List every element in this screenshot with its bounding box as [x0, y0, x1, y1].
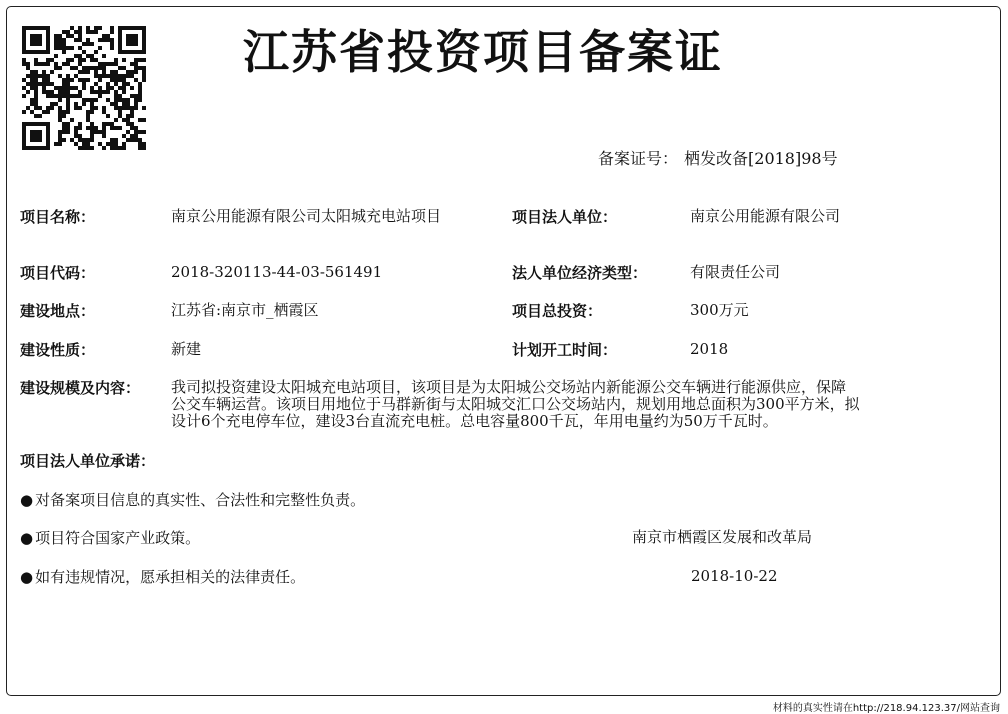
location-label: 建设地点：	[20, 302, 96, 320]
project-name-value: 南京公用能源有限公司太阳城充电站项目	[171, 207, 442, 225]
project-code-label: 项目代码：	[20, 264, 96, 282]
start-time-label: 计划开工时间：	[512, 341, 618, 359]
registration-number	[598, 146, 844, 169]
bullet-icon: ●	[20, 491, 34, 509]
location-value: 江苏省:南京市_栖霞区	[171, 301, 319, 319]
issue-date: 2018-10-22	[691, 567, 778, 585]
scale-label: 建设规模及内容：	[20, 379, 141, 397]
bullet-icon: ●	[20, 529, 34, 547]
total-investment-label: 项目总投资：	[512, 302, 603, 320]
economic-type-label: 法人单位经济类型：	[512, 264, 648, 282]
commitment-text: 如有违规情况，愿承担相关的法律责任。	[35, 568, 306, 586]
legal-entity-value: 南京公用能源有限公司	[690, 207, 841, 225]
legal-entity-label: 项目法人单位：	[512, 208, 618, 226]
issuer-name: 南京市栖霞区发展和改革局	[632, 528, 813, 546]
economic-type-value: 有限责任公司	[690, 263, 781, 281]
start-time-value: 2018	[690, 340, 729, 358]
commitment-item	[20, 527, 200, 548]
commitment-item	[20, 566, 305, 587]
nature-value: 新建	[171, 340, 202, 358]
registration-value: 栖发改备[2018]98号	[684, 149, 838, 168]
page-title: 江苏省投资项目备案证	[243, 25, 723, 79]
commitment-item	[20, 489, 365, 510]
certificate-border	[6, 6, 1001, 696]
project-name-label: 项目名称：	[20, 208, 96, 226]
nature-label: 建设性质：	[20, 341, 96, 359]
commitment-heading: 项目法人单位承诺：	[20, 452, 156, 470]
total-investment-value: 300万元	[690, 301, 749, 319]
commitment-text: 对备案项目信息的真实性、合法性和完整性负责。	[35, 491, 366, 509]
verification-footer[interactable]: 材料的真实性请在http://218.94.123.37/网站查询	[772, 703, 1000, 714]
scale-line-2: 公交车辆运营。该项目用地位于马群新街与太阳城交汇口公交场站内，规划用地总面积为300平方米，拟	[171, 395, 860, 413]
registration-label: 备案证号：	[598, 149, 679, 168]
project-code-value: 2018-320113-44-03-561491	[171, 263, 383, 281]
scale-line-3: 设计6个充电停车位，建设3台直流充电桩。总电容量800千瓦，年用电量约为50万千瓦时。	[171, 412, 778, 430]
scale-line-1: 我司拟投资建设太阳城充电站项目，该项目是为太阳城公交场站内新能源公交车辆进行能源供应，保障	[171, 378, 847, 396]
commitment-text: 项目符合国家产业政策。	[35, 529, 201, 547]
bullet-icon: ●	[20, 568, 34, 586]
